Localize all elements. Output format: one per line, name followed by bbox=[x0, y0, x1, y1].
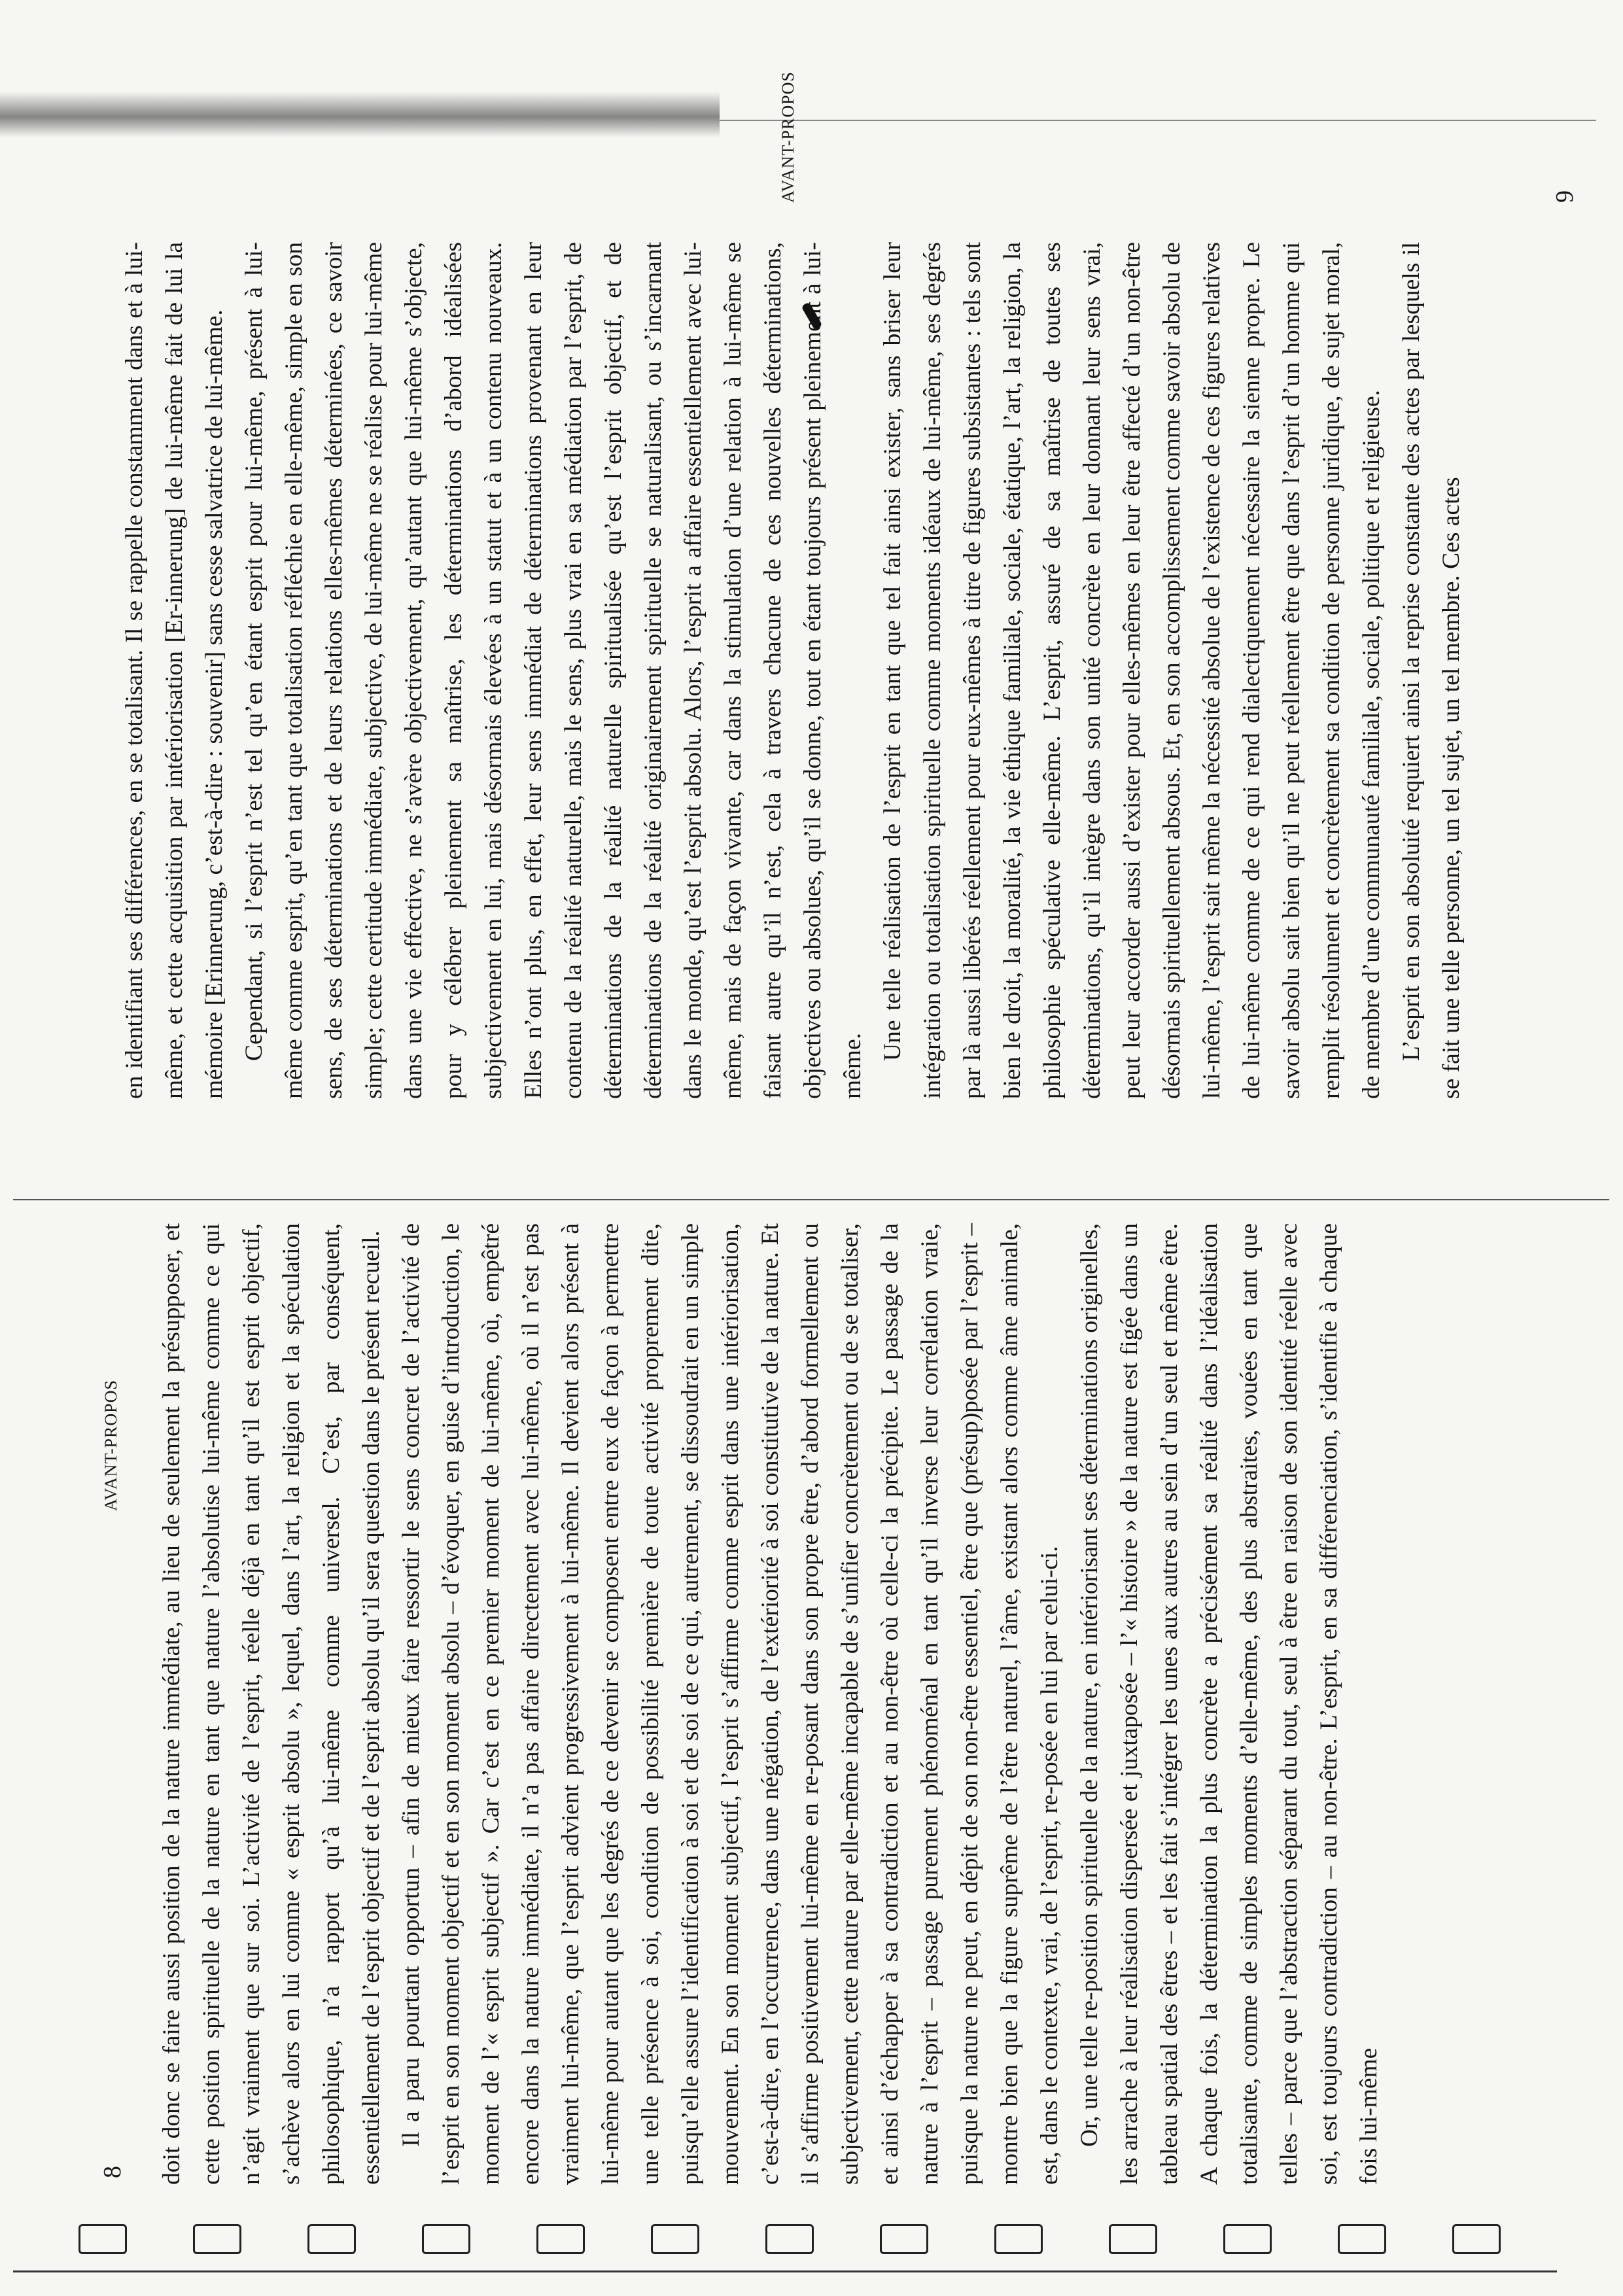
scan-shadow bbox=[0, 92, 720, 137]
left-page-number: 8 bbox=[99, 2166, 126, 2178]
scan-edge-line bbox=[720, 120, 1596, 121]
right-running-header: AVANT-PROPOS bbox=[778, 71, 797, 203]
left-paragraph-1: doit donc se faire aussi position de la nature immédiate, au lieu de seulement la présupposer, et cette position spirituelle de la nature en tant que nature l’absolutise lui-même comme ce qui n’agit vraiment que sur soi. L’activité de l’esprit, réelle déjà en tant qu’il est esprit objectif, s’achève alors en lui comme « esprit absolu », lequel, dans l’art, la religion et la spéculation philosophique, n’a rapport qu’à lui-même comme universel. C’est, par conséquent, essentiellement de l’esprit objectif et de l’esprit absolu qu’il sera question dans le présent recueil. bbox=[158, 1223, 385, 2185]
left-paragraph-2: Il a paru pourtant opportun – afin de mieux faire ressortir le sens concret de l’activité de l’esprit en son moment objectif et en son moment absolu – d’évoquer, en guise d’introduction, le moment de l’« esprit subjectif ». Car c’est en ce premier moment de lui-même, où, empêtré encore dans la nature immédiate, il n’a pas affaire directement avec lui-même, où il n’est pas vraiment lui-même, que l’esprit advient progressivement à lui-même. Il devient alors présent à lui-même pour autant que les degrés de ce devenir se composent entre eux de façon à permettre une telle présence à soi, condition de possibilité première de toute activité proprement dite, puisqu’elle assure l’identification à soi et de soi de ce qui, autrement, se dissoudrait en un simple mouvement. En son moment subjectif, l’esprit s’affirme comme esprit dans une intériorisation, c’est-à-dire, en l’occurrence, dans une négation, de l’extériorité à soi constitutive de la nature. Et il s’affirme positivement lui-même en re-posant dans son propre être, d’abord formellement ou subjectivement, cette nature par elle-même incapable de s’unifier concrètement ou de se totaliser, et ainsi d’échapper à sa contradiction et au non-être où celle-ci la précipite. Le passage de la nature à l’esprit – passage purement phénoménal en tant qu’il inverse leur corrélation vraie, puisque la nature ne peut, en dépit de son non-être essentiel, être que (présup)posée par l’esprit – montre bien que la figure suprême de l’être naturel, l’âme, existant alors comme âme animale, est, dans le contexte, vrai, de l’esprit, re-posée en lui par celui-ci. bbox=[398, 1223, 1063, 2185]
right-paragraph-4: L’esprit en son absoluité requiert ainsi la reprise constante des actes par lesquels il se fait une telle personne, un tel sujet, un tel membre. Ces actes bbox=[1398, 242, 1465, 1099]
left-running-header: AVANT-PROPOS bbox=[101, 1380, 120, 1511]
binding-hole bbox=[1109, 2224, 1157, 2254]
right-paragraph-2: Cependant, si l’esprit n’est tel qu’en étant esprit pour lui-même, présent à lui-même comme esprit, qu’en tant que totalisation réfléchie en elle-même, simple en son sens, de ses déterminations et de leurs relations elles-mêmes déterminées, ce savoir simple; cette certitude immédiate, subjective, de lui-même ne se réalise pour lui-même dans une vie effective, ne s’avère objectivement, qu’autant que lui-même s’objecte, pour y célébrer pleinement sa maîtrise, les déterminations d’abord idéalisées subjectivement en lui, mais désormais élevées à un statut et à un contenu nouveaux. Elles n’ont plus, en effet, leur sens immédiat de déterminations provenant en leur contenu de la réalité naturelle, mais le sens, plus vrai en sa médiation par l’esprit, de déterminations de la réalité naturelle spiritualisée qu’est l’esprit objectif, et de déterminations de la réalité originairement spirituelle se naturalisant, ou s’incarnant dans le monde, qu’est l’esprit absolu. Alors, l’esprit a affaire essentiellement avec lui-même, mais de façon vivante, car dans la stimulation d’une relation à lui-même se faisant autre qu’il n’est, cela à travers chacune de ces nouvelles déterminations, objectives ou absolues, qu’il se donne, tout en étant toujours présent pleinement à lui-même. bbox=[241, 242, 866, 1099]
binding-hole bbox=[536, 2224, 585, 2254]
right-text-column-main bbox=[114, 242, 1599, 1099]
gutter-line bbox=[13, 1199, 1609, 1200]
binding-hole bbox=[765, 2224, 814, 2254]
binding-hole bbox=[1452, 2224, 1501, 2254]
binding-hole bbox=[880, 2224, 928, 2254]
left-paragraph-3: Or, une telle re-position spirituelle de la nature, en intériorisant ses déterminations originelles, les arrache à leur réalisation dispersée et juxtaposée – l’« histoire » de la nature est figée dans un tableau spatial des êtres – et les fait s’intégrer les unes aux autres au sein d’un seul et même être. A chaque fois, la détermination la plus concrète a précisément sa réalité dans l’idéalisation totalisante, comme de simples moments d’elle-même, des plus abstraites, vouées en tant que telles – parce que l’abstraction séparant du tout, seul à être en raison de son identité réelle avec soi, est toujours contradiction – au non-être. L’esprit, en sa différenciation, s’identifie à chaque fois lui-même bbox=[1076, 1223, 1382, 2185]
binding-hole bbox=[307, 2224, 356, 2254]
binding-edge-line bbox=[13, 2270, 1557, 2272]
binding-hole bbox=[994, 2224, 1043, 2254]
left-text-column bbox=[152, 1223, 1591, 2185]
right-paragraph-1: en identifiant ses différences, en se totalisant. Il se rappelle constamment dans et à lui-même, et cette acquisition par intériorisation [Er-innerung] de lui-même fait de lui la mémoire [Erinnerung, c’est-à-dire : souvenir] sans cesse salvatrice de lui-même. bbox=[121, 242, 228, 1099]
binding-hole bbox=[1338, 2224, 1386, 2254]
binding-hole bbox=[79, 2224, 127, 2254]
binding-hole bbox=[1223, 2224, 1272, 2254]
binding-hole bbox=[422, 2224, 470, 2254]
right-page-number: 9 bbox=[1551, 190, 1579, 203]
binding-hole bbox=[651, 2224, 699, 2254]
binding-hole bbox=[193, 2224, 241, 2254]
right-paragraph-3: Une telle réalisation de l’esprit en tant que tel fait ainsi exister, sans briser leur intégration ou totalisation spirituelle comme moments idéaux de lui-même, ses degrés par là aussi libérés réellement pour eux-mêmes à titre de figures subsistantes : tels sont bien le droit, la moralité, la vie éthique familiale, sociale, étatique, l’art, la religion, la philosophie spéculative elle-même. L’esprit, assuré de sa maîtrise de toutes ses déterminations, qu’il intègre dans son unité concrète en leur donnant leur sens vrai, peut leur accorder aussi d’exister pour elles-mêmes en leur être affecté d’un non-être désormais spirituellement absous. Et, en son accomplissement comme savoir absolu de lui-même, l’esprit sait même la nécessité absolue de l’existence de ces figures relatives de lui-même comme de ce qui rend dialectiquement nécessaire la sienne propre. Le savoir absolu sait bien qu’il ne peut réellement être que dans l’esprit d’un homme qui remplit résolument et concrètement sa condition de personne juridique, de sujet moral, de membre d’une communauté familiale, sociale, politique et religieuse. bbox=[879, 242, 1385, 1099]
